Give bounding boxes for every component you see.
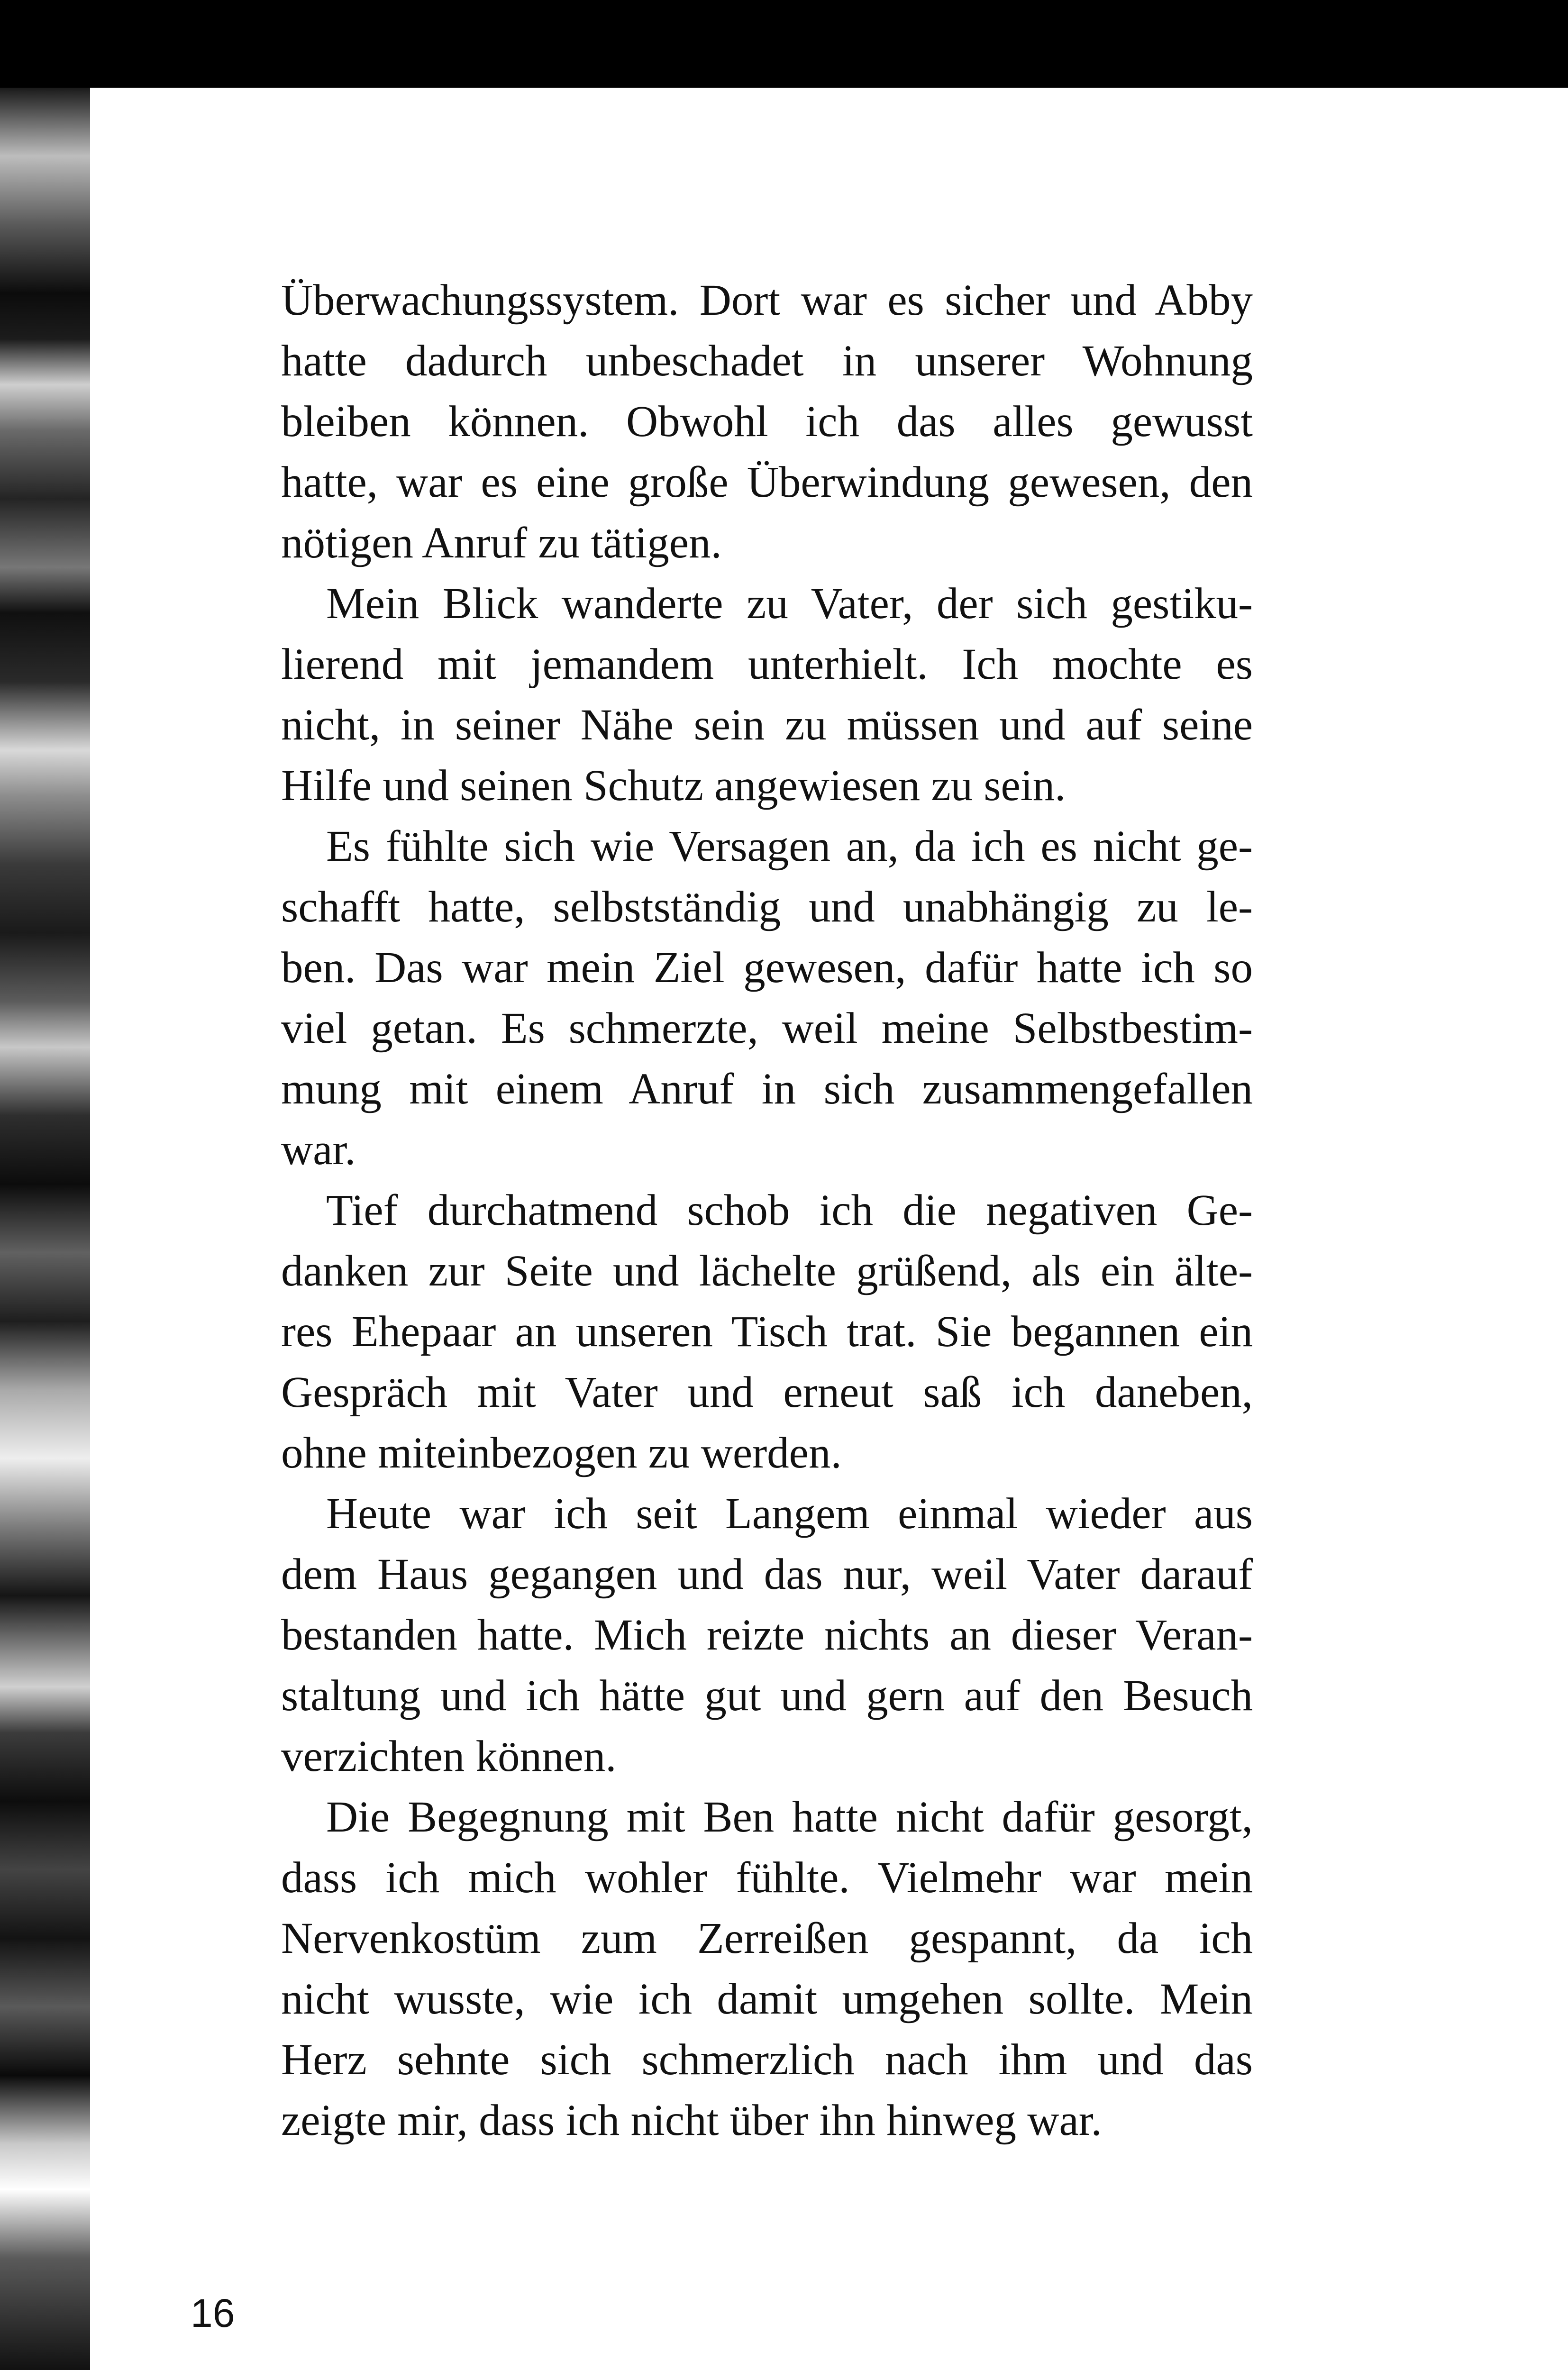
- text-line: dass ich mich wohler fühlte. Vielmehr war mein: [281, 1853, 1253, 1902]
- book-page: [90, 88, 1568, 2370]
- paragraph: [281, 574, 1253, 816]
- paragraph: [281, 1484, 1253, 1787]
- text-line: hatte, war es eine große Überwindung gewesen, den: [281, 458, 1253, 507]
- text-line: Nervenkostüm zum Zerreißen gespannt, da ich: [281, 1914, 1253, 1963]
- text-line: hatte dadurch unbeschadet in unserer Wohnung: [281, 337, 1253, 385]
- page-edge-strip: [0, 88, 90, 2370]
- text-line: verzichten können.: [281, 1732, 617, 1781]
- page-number: 16: [191, 2291, 235, 2335]
- text-line: bleiben können. Obwohl ich das alles gewusst: [281, 397, 1253, 446]
- text-line: Überwachungssystem. Dort war es sicher und Abby: [281, 276, 1253, 325]
- text-line: nicht, in seiner Nähe sein zu müssen und auf seine: [281, 701, 1253, 749]
- text-line: Mein Blick wanderte zu Vater, der sich gestiku-: [326, 579, 1253, 628]
- text-line: nicht wusste, wie ich damit umgehen sollte. Mein: [281, 1975, 1253, 2024]
- text-line: staltung und ich hätte gut und gern auf den Besuch: [281, 1671, 1253, 1720]
- text-line: res Ehepaar an unseren Tisch trat. Sie begannen ein: [281, 1307, 1253, 1356]
- text-line: ohne miteinbezogen zu werden.: [281, 1429, 842, 1477]
- text-line: Es fühlte sich wie Versagen an, da ich es nicht ge-: [326, 822, 1253, 871]
- text-line: Hilfe und seinen Schutz angewiesen zu sein.: [281, 761, 1066, 810]
- body-text: [281, 270, 1253, 2151]
- text-line: lierend mit jemandem unterhielt. Ich mochte es: [281, 640, 1253, 689]
- text-line: danken zur Seite und lächelte grüßend, als ein älte-: [281, 1247, 1253, 1295]
- text-line: zeigte mir, dass ich nicht über ihn hinweg war.: [281, 2096, 1102, 2145]
- text-line: war.: [281, 1125, 356, 1174]
- text-line: mung mit einem Anruf in sich zusammengefallen: [281, 1065, 1253, 1113]
- text-line: dem Haus gegangen und das nur, weil Vater darauf: [281, 1550, 1253, 1599]
- text-line: Herz sehnte sich schmerzlich nach ihm und das: [281, 2035, 1253, 2084]
- paragraph: [281, 816, 1253, 1180]
- text-line: Heute war ich seit Langem einmal wieder aus: [326, 1489, 1253, 1538]
- text-line: Tief durchatmend schob ich die negativen Ge-: [326, 1186, 1253, 1235]
- text-line: schafft hatte, selbstständig und unabhängig zu le-: [281, 883, 1253, 931]
- text-line: Die Begegnung mit Ben hatte nicht dafür gesorgt,: [326, 1793, 1253, 1841]
- text-line: ben. Das war mein Ziel gewesen, dafür hatte ich so: [281, 943, 1253, 992]
- text-line: nötigen Anruf zu tätigen.: [281, 519, 722, 567]
- paragraph: [281, 1787, 1253, 2151]
- text-line: bestanden hatte. Mich reizte nichts an dieser Veran-: [281, 1611, 1253, 1659]
- paragraph: [281, 1180, 1253, 1484]
- paragraph: [281, 270, 1253, 574]
- text-line: Gespräch mit Vater und erneut saß ich daneben,: [281, 1368, 1253, 1417]
- text-line: viel getan. Es schmerzte, weil meine Selbstbestim-: [281, 1004, 1253, 1053]
